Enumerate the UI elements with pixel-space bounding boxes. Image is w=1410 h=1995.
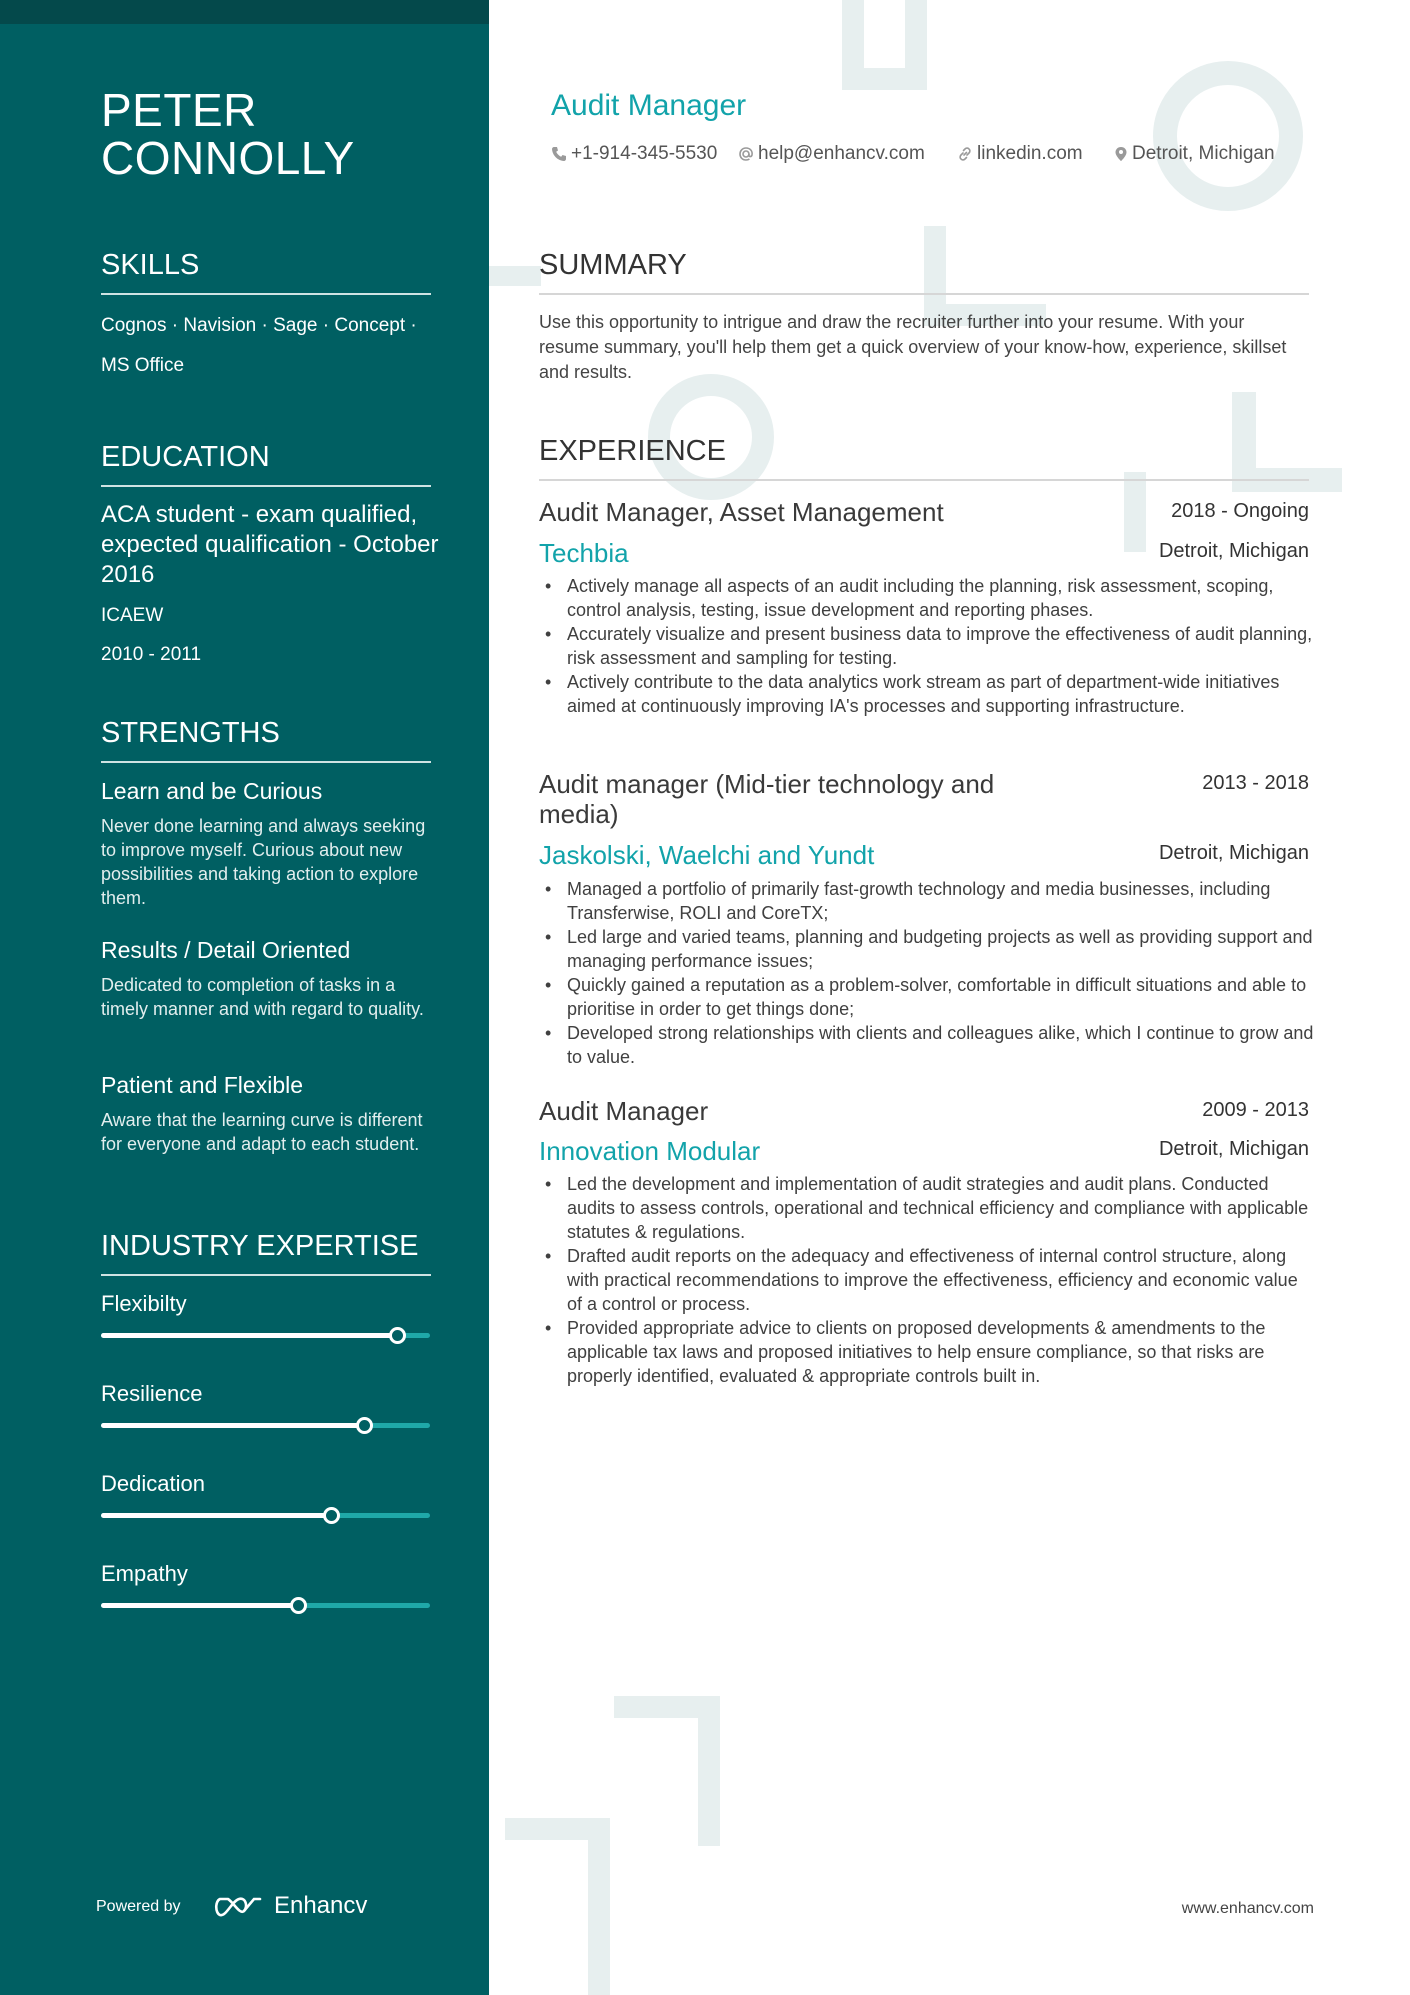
contact-email[interactable]	[738, 142, 925, 166]
footer-website-link[interactable]: www.enhancv.com	[1181, 1900, 1314, 1917]
bullet-item: • Accurately visualize and present business data to improve the effectiveness of audit planning, risk assessment and sampling for testing.	[545, 622, 1315, 670]
phone-icon	[551, 146, 567, 162]
strength-title: Patient and Flexible	[101, 1072, 304, 1098]
link-icon	[957, 146, 973, 162]
candidate-name: PETER CONNOLLY	[101, 84, 355, 184]
enhancv-brand-text: Enhancv	[274, 1892, 368, 1919]
bullet-item: • Actively contribute to the data analytics work stream as part of department-wide initiatives aimed at continuously improving IA's processes and supporting infrastructure.	[545, 670, 1315, 718]
education-institution: ICAEW	[101, 605, 164, 626]
skills-heading: SKILLS	[101, 247, 431, 295]
contact-location	[1114, 142, 1275, 166]
summary-heading: SUMMARY	[539, 247, 1309, 295]
expertise-label: Resilience	[101, 1381, 203, 1406]
education-dates: 2010 - 2011	[101, 644, 202, 665]
linkedin-link[interactable]: linkedin.com	[977, 143, 1083, 164]
at-icon	[738, 146, 754, 162]
strength-title: Learn and be Curious	[101, 778, 323, 804]
job-title: Audit Manager	[551, 89, 747, 122]
expertise-bar-fill	[101, 1333, 397, 1338]
bullet-item: • Managed a portfolio of primarily fast-growth technology and media businesses, including Transferwise, ROLI and CoreTX;	[545, 877, 1315, 925]
summary-text: Use this opportunity to intrigue and draw the recruiter further into your resume. With your resume summary, you'll help them get a quick overview of your know-how, experience, skillset and results.	[539, 312, 1287, 382]
bullet-item: • Led the development and implementation of audit strategies and audit plans. Conducted audits to assess controls, operational and technical efficiency and compliance with applicable statutes & regulations.	[545, 1172, 1315, 1244]
skills-list	[101, 306, 441, 386]
bullet-item: • Actively manage all aspects of an audit including the planning, risk assessment, scoping, control analysis, testing, issue development and reporting phases.	[545, 574, 1315, 622]
job-company: Techbia	[539, 538, 629, 568]
location-pin-icon	[1114, 146, 1128, 162]
bullet-item: • Led large and varied teams, planning and budgeting projects as well as providing support and managing performance issues;	[545, 925, 1315, 973]
expertise-bar-knob	[356, 1417, 373, 1434]
expertise-label: Empathy	[101, 1561, 188, 1586]
sidebar	[0, 0, 489, 1995]
education-degree: ACA student - exam qualified, expected qualification - October 2016	[101, 501, 439, 588]
job-dates: 2009 - 2013	[1202, 1099, 1309, 1121]
job-role: Audit Manager, Asset Management	[539, 497, 944, 527]
expertise-bar	[101, 1603, 430, 1608]
job-dates: 2018 - Ongoing	[1171, 500, 1309, 522]
expertise-bar-knob	[290, 1597, 307, 1614]
location-text: Detroit, Michigan	[1132, 143, 1275, 164]
skills-line: MS Office	[101, 355, 185, 376]
contact-linkedin[interactable]	[957, 142, 1083, 166]
strength-title: Results / Detail Oriented	[101, 937, 351, 963]
expertise-label: Flexibilty	[101, 1291, 187, 1316]
expertise-bar-fill	[101, 1513, 331, 1518]
job-dates: 2013 - 2018	[1202, 772, 1309, 794]
strength-description: Never done learning and always seeking to improve myself. Curious about new possibilities and taking action to explore them.	[101, 816, 426, 908]
expertise-bar-knob	[389, 1327, 406, 1344]
expertise-label: Dedication	[101, 1471, 205, 1496]
strengths-heading: STRENGTHS	[101, 715, 431, 763]
bullet-item: • Provided appropriate advice to clients on proposed developments & amendments to the applicable tax laws and proposed initiatives to help ensure compliance, so that risks are properly identified, evaluated & appropriate controls built in.	[545, 1316, 1315, 1388]
job-bullets	[545, 1172, 1315, 1388]
phone-text: +1-914-345-5530	[571, 143, 718, 164]
education-heading: EDUCATION	[101, 439, 431, 487]
expertise-bar	[101, 1423, 430, 1428]
job-bullets	[545, 574, 1315, 718]
strength-description: Aware that the learning curve is different for everyone and adapt to each student.	[101, 1110, 423, 1154]
powered-by-label: Powered by	[96, 1898, 181, 1915]
skills-line: Cognos · Navision · Sage · Concept ·	[101, 315, 417, 336]
expertise-bar-knob	[323, 1507, 340, 1524]
expertise-bar-fill	[101, 1423, 364, 1428]
job-bullets	[545, 877, 1315, 1069]
job-company: Jaskolski, Waelchi and Yundt	[539, 840, 875, 870]
experience-heading: EXPERIENCE	[539, 433, 1309, 481]
bullet-item: • Quickly gained a reputation as a problem-solver, comfortable in difficult situations and able to prioritise in order to get things done;	[545, 973, 1315, 1021]
job-location: Detroit, Michigan	[1158, 540, 1309, 562]
job-role: Audit Manager	[539, 1096, 709, 1126]
job-company: Innovation Modular	[539, 1136, 761, 1166]
contact-phone	[551, 142, 717, 166]
job-role: Audit manager (Mid-tier technology and media)	[539, 769, 995, 829]
sidebar-top-bar	[0, 0, 489, 24]
email-link[interactable]: help@enhancv.com	[758, 143, 925, 164]
expertise-bar-fill	[101, 1603, 298, 1608]
expertise-bar	[101, 1333, 430, 1338]
strength-description: Dedicated to completion of tasks in a timely manner and with regard to quality.	[101, 975, 424, 1019]
expertise-bar	[101, 1513, 430, 1518]
job-location: Detroit, Michigan	[1158, 1138, 1309, 1160]
bullet-item: • Drafted audit reports on the adequacy and effectiveness of internal control structure, along with practical recommendations to improve the effectiveness, efficiency and economic value of a control or process.	[545, 1244, 1315, 1316]
job-location: Detroit, Michigan	[1158, 842, 1309, 864]
industry-expertise-heading: INDUSTRY EXPERTISE	[101, 1228, 431, 1276]
bullet-item: • Developed strong relationships with clients and colleagues alike, which I continue to grow and to value.	[545, 1021, 1315, 1069]
enhancv-logo-icon	[214, 1893, 264, 1921]
